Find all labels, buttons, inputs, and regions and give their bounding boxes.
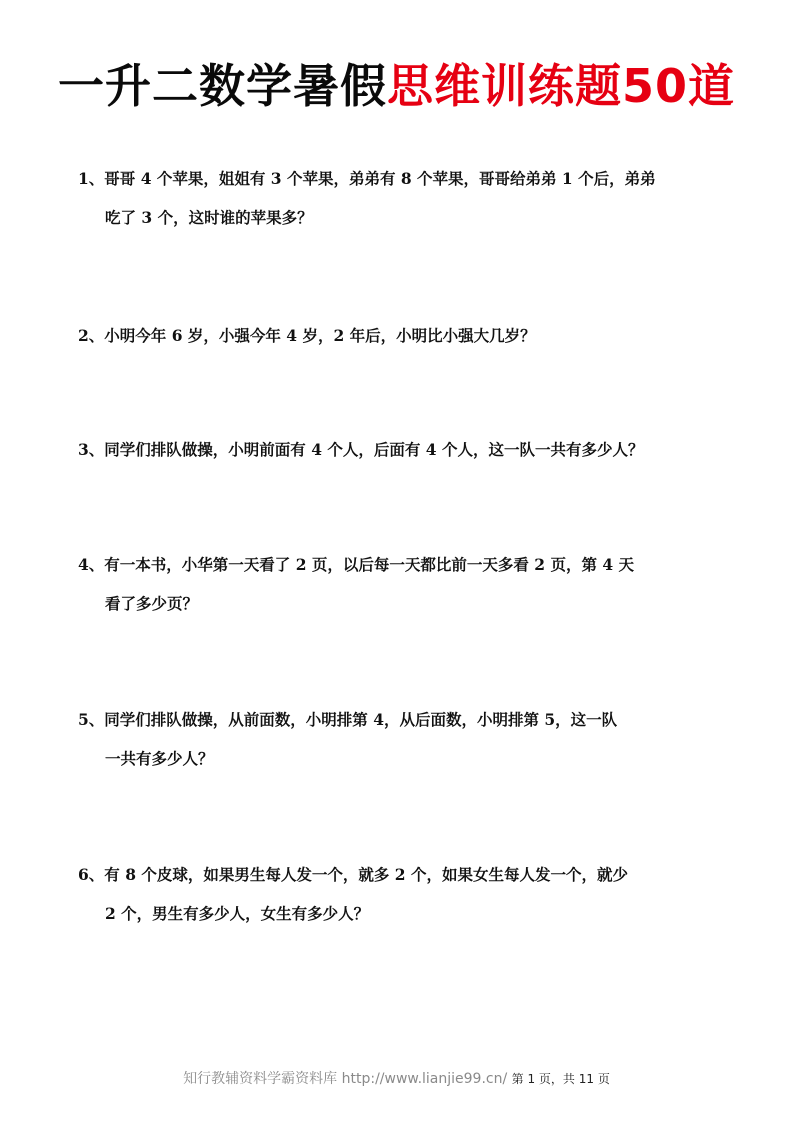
title-red-part: 思维训练题50道 (386, 59, 735, 113)
question-text: 有 8 个皮球，如果男生每人发一个，就多 2 个，如果女生每人发一个，就少 (104, 865, 628, 884)
question-5 (78, 700, 728, 778)
question-number: 3、 (78, 440, 105, 459)
question-number: 5、 (78, 710, 105, 729)
question-text: 同学们排队做操，小明前面有 4 个人，后面有 4 个人，这一队一共有多少人？ (104, 440, 644, 459)
question-text: 哥哥 4 个苹果，姐姐有 3 个苹果，弟弟有 8 个苹果，哥哥给弟弟 1 个后，弟弟 (104, 169, 656, 188)
page-title (0, 58, 793, 114)
question-1 (78, 159, 728, 237)
question-3 (78, 430, 728, 469)
title-black-part: 一升二数学暑假 (57, 59, 387, 113)
question-text: 有一本书，小华第一天看了 2 页，以后每一天都比前一天多看 2 页，第 4 天 (104, 555, 635, 574)
question-text-continued: 吃了 3 个，这时谁的苹果多？ (105, 208, 313, 227)
question-number: 2、 (78, 326, 105, 345)
question-number: 6、 (78, 865, 105, 884)
page-footer (0, 1068, 793, 1088)
question-number: 1、 (78, 169, 105, 188)
footer-watermark: 知行教辅资料学霸资料库 http://www.lianjie99.cn/ (183, 1071, 508, 1087)
page-number: 第 1 页，共 11 页 (511, 1072, 610, 1086)
question-2 (78, 316, 728, 355)
question-6 (78, 855, 728, 933)
question-text: 同学们排队做操，从前面数，小明排第 4，从后面数，小明排第 5，这一队 (104, 710, 618, 729)
question-number: 4、 (78, 555, 105, 574)
question-text-continued: 一共有多少人？ (105, 749, 214, 768)
question-text: 小明今年 6 岁，小强今年 4 岁，2 年后，小明比小强大几岁？ (104, 326, 536, 345)
question-text-continued: 2 个，男生有多少人，女生有多少人？ (105, 904, 370, 923)
question-4 (78, 545, 728, 623)
question-text-continued: 看了多少页？ (105, 594, 199, 613)
